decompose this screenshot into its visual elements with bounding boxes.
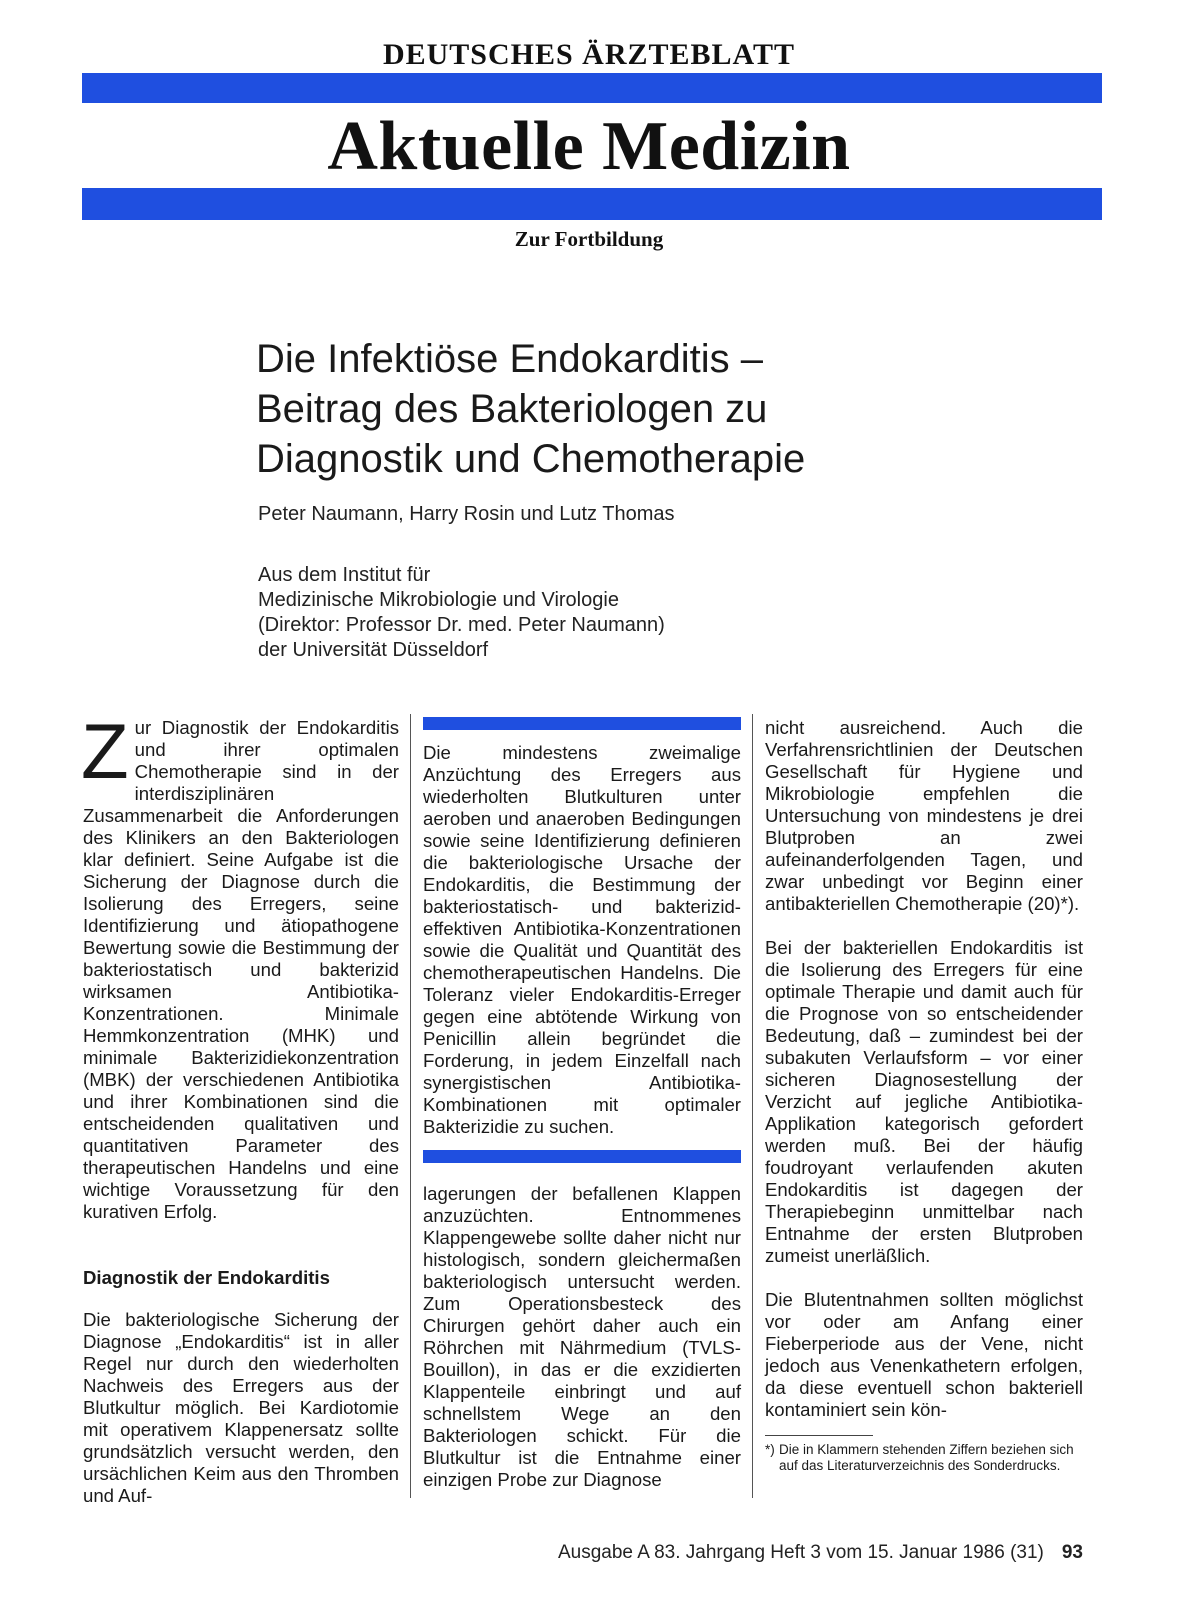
column-divider [410, 714, 411, 1498]
summary-box-bottom-bar [423, 1150, 741, 1163]
text-column-3 [765, 717, 1083, 1474]
affiliation-line: der Universität Düsseldorf [258, 639, 489, 661]
subsection-label: Zur Fortbildung [514, 227, 664, 251]
masthead: DEUTSCHES ÄRZTEBLATT [382, 38, 796, 71]
section-title: Aktuelle Medizin [327, 108, 851, 185]
body-paragraph: Die Blutentnahmen sollten möglichst vor oder am Anfang einer Fieberperiode aus der Vene, nicht jedoch aus Venenkathetern erfolgen, da diese eventuell schon bakteriell kontaminiert sein kön- [765, 1289, 1083, 1420]
summary-box-text: Die mindestens zweimalige Anzüchtung des Erregers aus wiederholten Blutkulturen unter aeroben und anaeroben Bedingungen sowie seine Identifizierung definieren die bakteriologische Ursache der Endokarditis, die Bestimmung der bakteriostatisch- und bakterizid-effektiven Antibiotika-Konzentrationen sowie die Qualität und Quantität des chemotherapeutischen Handelns. Die Toleranz vieler Endokarditis-Erreger gegen eine abtötende Wirkung von Penicillin allein begründet die Forderung, in jedem Einzelfall nach synergistischen Antibiotika-Kombinationen mit optimaler Bakterizidie zu suchen. [423, 742, 741, 1137]
summary-box-top-bar [423, 717, 741, 730]
text-column-1 [81, 707, 399, 1507]
footnote [765, 1442, 1083, 1474]
affiliation-line: (Direktor: Professor Dr. med. Peter Naumann) [258, 614, 665, 636]
intro-paragraph [81, 707, 399, 1223]
page-footer [0, 1542, 1083, 1564]
body-paragraph: Die bakteriologische Sicherung der Diagnose „Endokarditis“ ist in aller Regel nur durch den wiederholten Nachweis des Erregers aus der Blutkultur möglich. Bei Kardiotomie mit operativem Klappenersatz sollte grundsätzlich versucht werden, den ursächlichen Keim aus den Thromben und Auf- [83, 1309, 399, 1506]
affiliation-line: Medizinische Mikrobiologie und Virologie [258, 589, 619, 611]
article-affiliation [258, 563, 665, 663]
body-paragraph: lagerungen der befallenen Klappen anzuzüchten. Entnommenes Klappengewebe sollte daher nicht nur histologisch, sondern gleichermaßen bakteriologisch untersucht werden. Zum Operationsbesteck des Chirurgen gehört daher auch ein Röhrchen mit Nährmedium (TVLS-Bouillon), in das er die exzidierten Klappenteile einbringt und auf schnellstem Wege an den Bakteriologen schickt. Für die Blutkultur ist die Entnahme einer einzigen Probe zur Diagnose [423, 1183, 741, 1490]
column-divider [752, 714, 753, 1498]
drop-cap: Z [81, 707, 129, 795]
footnote-divider [765, 1435, 873, 1436]
article-authors: Peter Naumann, Harry Rosin und Lutz Thomas [258, 503, 675, 525]
affiliation-line: Aus dem Institut für [258, 564, 431, 586]
masthead-blue-bar-top [82, 73, 1102, 103]
masthead-blue-bar-bottom [82, 188, 1102, 220]
article-title-line: Beitrag des Bakteriologen zu [256, 387, 768, 431]
article-title-line: Die Infektiöse Endokarditis – [256, 337, 763, 381]
body-paragraph: nicht ausreichend. Auch die Verfahrensrichtlinien der Deutschen Gesellschaft für Hygiene und Mikrobiologie empfehlen die Untersuchung von mindestens je drei Blutproben an zwei aufeinanderfolgenden Tagen, und zwar unbedingt vor Beginn einer antibakteriellen Chemotherapie (20)*). [765, 717, 1083, 914]
footnote-text: Die in Klammern stehenden Ziffern beziehen sich auf das Literaturverzeichnis des Sonderdrucks. [779, 1442, 1074, 1473]
section-heading: Diagnostik der Endokarditis [83, 1267, 330, 1288]
article-title-line: Diagnostik und Chemotherapie [256, 437, 806, 481]
text-column-2 [423, 717, 741, 1491]
body-paragraph: Bei der bakteriellen Endokarditis ist die Isolierung des Erregers für eine optimale Therapie und damit auch für die Prognose von so entscheidender Bedeutung, daß – zumindest bei der subakuten Verlaufsform – vor einer sicheren Diagnosestellung der Verzicht auf jegliche Antibiotika-Applikation kategorisch gefordert werden muß. Bei der häufig foudroyant verlaufenden akuten Endokarditis ist dagegen der Therapiebeginn unmittelbar nach Entnahme der ersten Blutproben zumeist unerläßlich. [765, 937, 1083, 1266]
article-title [256, 334, 1116, 484]
page-number: 93 [1061, 1542, 1083, 1563]
intro-text: ur Diagnostik der Endokarditis und ihrer optimalen Chemotherapie sind in der interdisziplinären Zusammenarbeit die Anforderungen des Klinikers an den Bakteriologen klar definiert. Seine Aufgabe ist die Sicherung der Diagnose durch die Isolierung des Erregers, seine Identifizierung und ätiopathogene Bewertung sowie die Bestimmung der bakteriostatisch und bakterizid wirksamen Antibiotika-Konzentrationen. Minimale Hemmkonzentration (MHK) und minimale Bakterizidiekonzentration (MBK) der verschiedenen Antibiotika und ihrer Kombinationen sind die entscheidenden qualitativen und quantitativen Parameter des therapeutischen Handelns und eine wichtige Voraussetzung für den kurativen Erfolg. [83, 717, 399, 1222]
issue-info: Ausgabe A 83. Jahrgang Heft 3 vom 15. Januar 1986 (31) [557, 1542, 1044, 1563]
footnote-mark: *) [765, 1442, 775, 1457]
